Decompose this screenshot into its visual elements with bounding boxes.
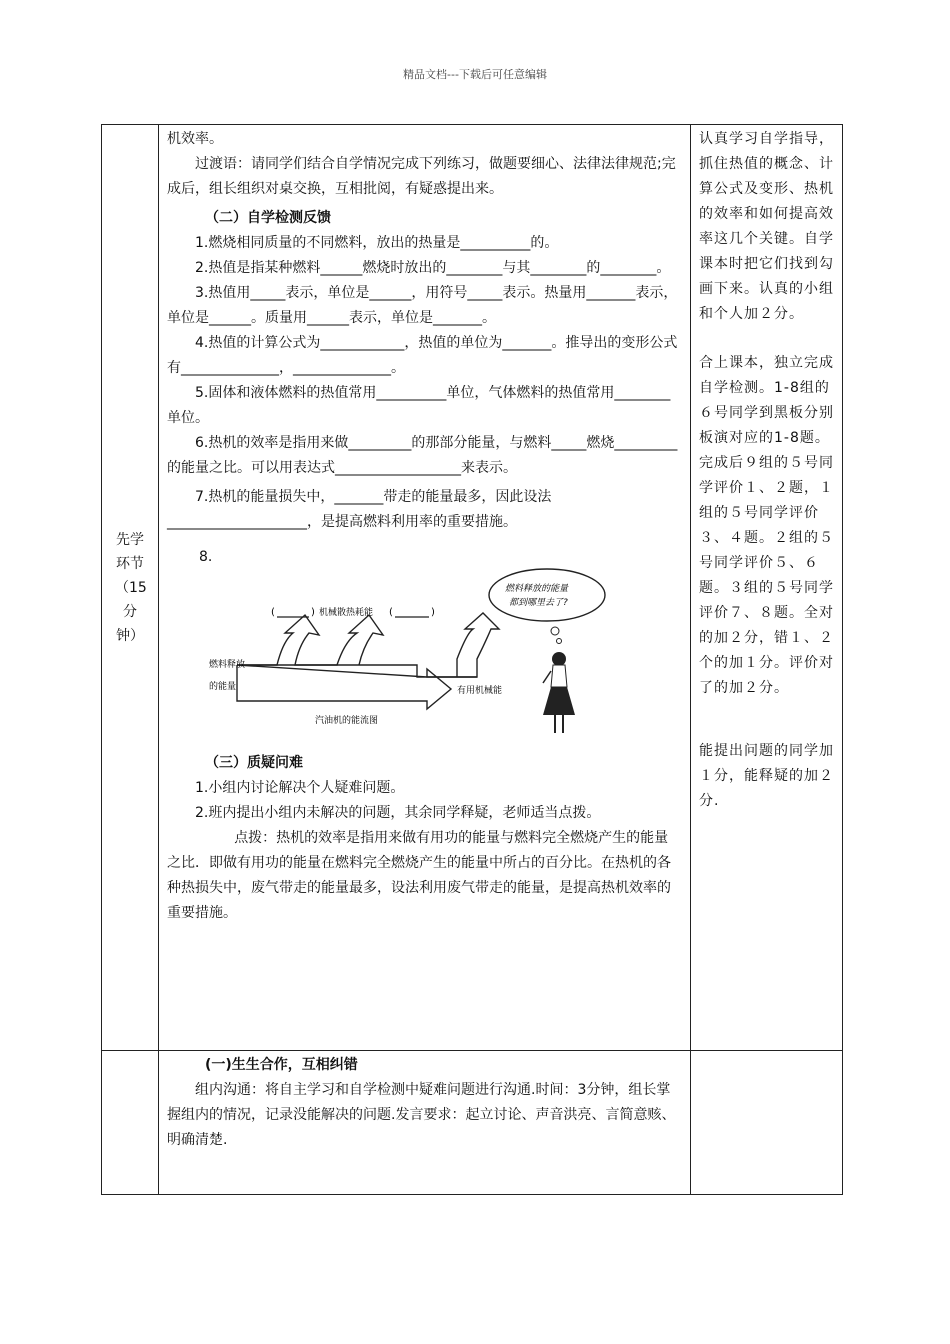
content-cell — [159, 125, 691, 1051]
note-text: 认真学习自学指导，抓住热值的概念、计算公式及变形、热机的效率和如何提高效率这几个关键。自学课本时把它们找到勾画下来。认真的小组和个人加２分。 — [699, 131, 834, 322]
text-line: 机效率。 — [167, 131, 223, 147]
useful-arrow — [237, 665, 477, 709]
content-cell — [159, 1051, 691, 1195]
question: 4.热值的计算公式为____________，热值的单位为_______。推导出的变形公式有______________，______________。 — [167, 335, 678, 376]
question: 6.热机的效率是指用来做_________的那部分能量，与燃料_____燃烧_________的能量之比。可以用表达式__________________来表示。 — [167, 435, 678, 476]
bubble-dot — [551, 627, 559, 635]
lesson-table — [101, 124, 843, 1195]
bracket-left: ( — [271, 607, 275, 618]
page-header: 精品文档---下载后可任意编辑 — [403, 68, 547, 81]
note-text: 合上课本，独立完成自学检测。1-8组的６号同学到黑板分别板演对应的1-8题。完成后９组的５号同学评价１、２题，１组的５号同学评价３、４题。２组的５号同学评价５、６题。３组的５号同学评价７、８题。全对的加２分，错１、２个的加１分。评价对了的加２分。 — [699, 355, 834, 696]
table-row — [102, 1051, 843, 1195]
table-row — [102, 125, 843, 1051]
transition-text: 过渡语：请同学们结合自学情况完成下列练习，做题要细心、法律法律规范;完成后，组长组织对桌交换，互相批阅，有疑惑提出来。 — [167, 156, 676, 197]
bracket-right: ) — [431, 607, 435, 618]
stage-label-cell — [102, 1051, 159, 1195]
figure-caption: 汽油机的能流图 — [315, 716, 379, 726]
thought-bubble — [489, 569, 605, 621]
notes-cell — [691, 1051, 843, 1195]
energy-band — [237, 613, 499, 677]
stage-label-line: （15 — [115, 579, 147, 596]
energy-flow-diagram — [167, 537, 687, 747]
loss-arrows — [237, 615, 383, 665]
question: 5.固体和液体燃料的热值常用__________单位，气体燃料的热值常用________单位。 — [167, 385, 671, 426]
question: 7.热机的能量损失中，_______带走的能量最多，因此设法____________________，是提高燃料利用率的重要措施。 — [167, 489, 552, 530]
energy-flow-figure — [167, 537, 682, 747]
bubble-text: 燃料释放的能量 — [505, 584, 569, 594]
question: 2.热值是指某种燃料______燃烧时放出的________与其________的________。 — [195, 260, 671, 276]
stage-label-line: 先学 — [116, 531, 144, 548]
bubble-dot — [557, 639, 562, 644]
bracket-left: ( — [389, 607, 393, 618]
list-item: 2.班内提出小组内未解决的问题，其余同学释疑，老师适当点拨。 — [195, 805, 601, 821]
section-title: （三）质疑问难 — [205, 755, 303, 771]
question: 8. — [199, 549, 213, 565]
useful-label: 有用机械能 — [457, 686, 503, 696]
hint-text: 点拨：热机的效率是指用来做有用功的能量与燃料完全燃烧产生的能量之比．即做有用功的能量在燃料完全燃烧产生的能量中所占的百分比。在热机的各种热损失中，废气带走的能量最多，设法利用废气带走的能量，是提高热机效率的重要措施。 — [167, 830, 671, 921]
bracket-right: ) — [311, 607, 315, 618]
section-title: (一)生生合作，互相纠错 — [205, 1057, 358, 1073]
note-text: 能提出问题的同学加１分，能释疑的加２分. — [699, 743, 834, 809]
fuel-label: 燃料释放 — [209, 660, 246, 670]
body-text: 组内沟通：将自主学习和自学检测中疑难问题进行沟通.时间：3分钟，组长掌握组内的情况，记录没能解决的问题.发言要求：起立讨论、声音洪亮、言简意赅、明确清楚. — [167, 1082, 676, 1148]
list-item: 1.小组内讨论解决个人疑难问题。 — [195, 780, 405, 796]
girl-icon — [543, 652, 575, 733]
stage-label-cell — [102, 125, 159, 1051]
fuel-label: 的能量 — [209, 682, 237, 692]
stage-label-line: 分 — [123, 603, 137, 620]
bubble-text: 都到哪里去了? — [509, 598, 568, 608]
stage-label-line: 环节 — [116, 555, 144, 572]
question: 3.热值用_____表示，单位是______，用符号_____表示。热量用_______表示，单位是______。质量用______表示，单位是_______。 — [167, 285, 678, 326]
notes-cell — [691, 125, 843, 1051]
stage-label-line: 钟） — [116, 627, 144, 644]
loss-label: 机械散热耗能 — [319, 608, 374, 618]
question: 1.燃烧相同质量的不同燃料，放出的热量是__________的。 — [195, 235, 559, 251]
section-title: （二）自学检测反馈 — [205, 210, 331, 226]
